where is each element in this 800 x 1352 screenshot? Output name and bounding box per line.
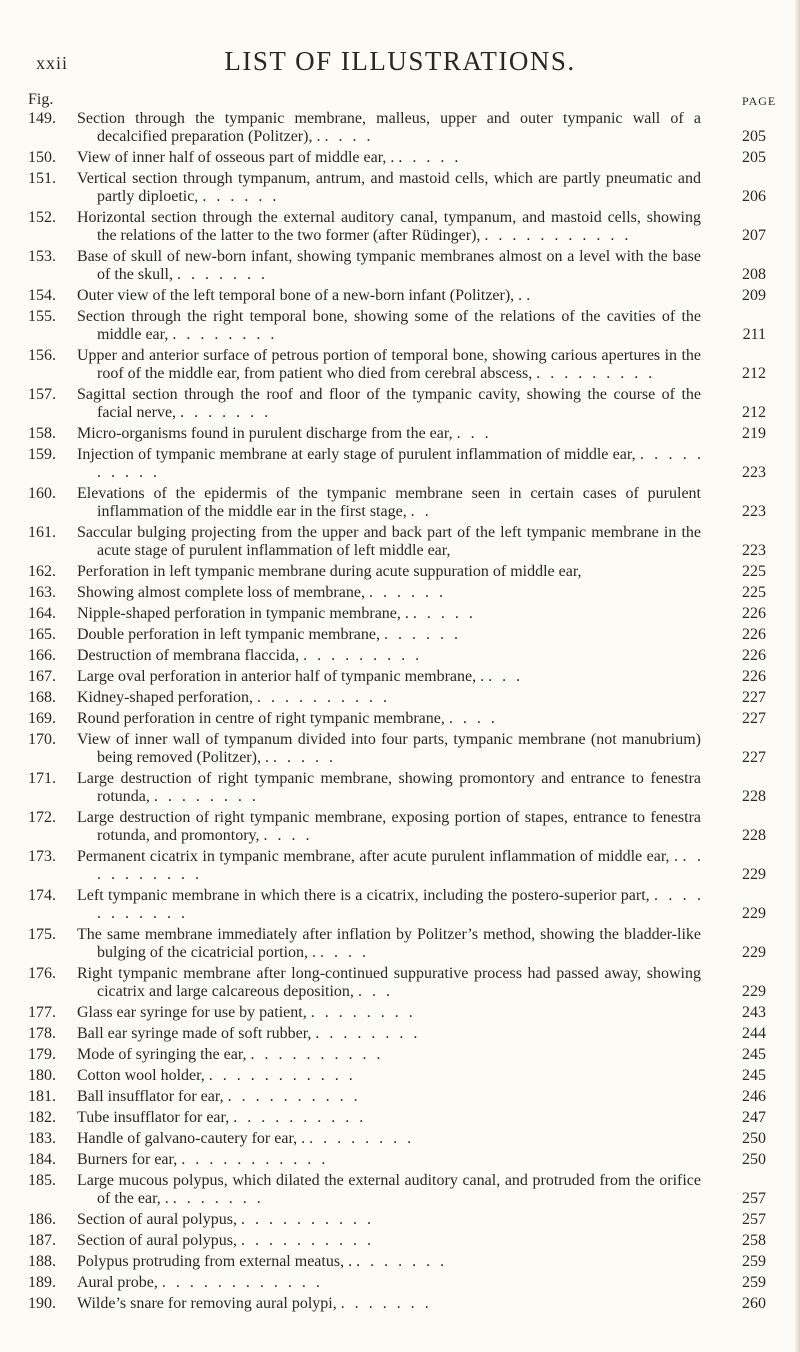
leader-dots: . bbox=[526, 287, 531, 304]
page-reference: 244 bbox=[742, 1025, 766, 1042]
leader-dots: . . . . . . . . . . . bbox=[208, 1067, 353, 1084]
list-item bbox=[0, 1253, 800, 1271]
page-reference: 225 bbox=[742, 584, 766, 601]
list-item bbox=[0, 1025, 800, 1043]
figure-number: 161. bbox=[28, 524, 56, 541]
figure-number: 176. bbox=[28, 965, 56, 982]
list-item bbox=[0, 848, 800, 884]
figure-caption: Large destruction of right tympanic membrane, showing promontory and entrance to fenestra rotunda, bbox=[77, 770, 701, 805]
figure-caption: Elevations of the epidermis of the tympanic membrane seen in certain cases of purulent inflammation of the middle ear in the first stage, bbox=[77, 485, 701, 520]
figure-number: 184. bbox=[28, 1151, 56, 1168]
page-reference: 257 bbox=[742, 1190, 766, 1207]
figure-caption: Double perforation in left tympanic membrane, bbox=[77, 626, 381, 643]
figure-caption: Showing almost complete loss of membrane, bbox=[77, 584, 365, 601]
page-reference: 209 bbox=[742, 287, 766, 304]
page-reference: 219 bbox=[742, 425, 766, 442]
list-item bbox=[0, 248, 800, 284]
list-item bbox=[0, 647, 800, 665]
figure-caption: Large oval perforation in anterior half of tympanic membrane, . bbox=[77, 668, 485, 685]
leader-dots: . . . . . bbox=[412, 605, 473, 622]
figure-caption: Right tympanic membrane after long-continued suppurative process had passed away, showing cicatrix and large calcareous deposition, bbox=[77, 965, 701, 1000]
figure-number: 186. bbox=[28, 1211, 56, 1228]
page-reference: 258 bbox=[742, 1232, 766, 1249]
leader-dots: . . . . . bbox=[398, 149, 459, 166]
leader-dots: . . . . . . . . . . . . bbox=[161, 1274, 320, 1291]
page-reference: 206 bbox=[742, 188, 766, 205]
figure-caption-block bbox=[77, 485, 701, 521]
page-reference: 259 bbox=[742, 1274, 766, 1291]
figure-caption: Cotton wool holder, bbox=[77, 1067, 205, 1084]
figure-caption: Burners for ear, bbox=[77, 1151, 178, 1168]
list-item bbox=[0, 1088, 800, 1106]
figure-caption-block bbox=[77, 209, 701, 245]
page-title: LIST OF ILLUSTRATIONS. bbox=[224, 46, 576, 76]
list-item bbox=[0, 1067, 800, 1085]
page-reference: 223 bbox=[742, 542, 766, 559]
list-item bbox=[0, 668, 800, 686]
leader-dots: . . bbox=[410, 503, 429, 520]
figure-caption-block bbox=[77, 248, 701, 284]
figure-caption-block bbox=[77, 731, 701, 767]
figure-caption-block bbox=[77, 668, 701, 686]
leader-dots: . . . . . . . . . . bbox=[240, 1232, 371, 1249]
list-item bbox=[0, 605, 800, 623]
figure-number: 154. bbox=[28, 287, 56, 304]
list-item bbox=[0, 770, 800, 806]
figure-caption-block bbox=[77, 524, 701, 560]
figure-caption: View of inner half of osseous part of middle ear, . bbox=[77, 149, 395, 166]
page-reference: 229 bbox=[742, 983, 766, 1000]
figure-caption: Kidney-shaped perforation, bbox=[77, 689, 253, 706]
list-item bbox=[0, 386, 800, 422]
figure-caption: Section through the right temporal bone, showing some of the relations of the cavities of the middle ear, bbox=[77, 308, 701, 343]
figure-caption-block bbox=[77, 347, 701, 383]
page-reference: 259 bbox=[742, 1253, 766, 1270]
page-reference: 250 bbox=[742, 1151, 766, 1168]
page-reference: 227 bbox=[742, 689, 766, 706]
figure-caption-block bbox=[77, 308, 701, 344]
list-item bbox=[0, 1046, 800, 1064]
figure-caption: Tube insufflator for ear, bbox=[77, 1109, 230, 1126]
leader-dots: . . . bbox=[357, 983, 390, 1000]
figure-number: 180. bbox=[28, 1067, 56, 1084]
figure-caption: Section through the tympanic membrane, malleus, upper and outer tympanic wall of a decalcified preparation (Politzer), . bbox=[77, 110, 701, 145]
figure-number: 151. bbox=[28, 170, 56, 187]
leader-dots: . . . . . . . . . . . bbox=[181, 1151, 326, 1168]
leader-dots: . . . . . . . bbox=[340, 1295, 429, 1312]
figure-caption-block bbox=[77, 386, 701, 422]
figure-caption: Base of skull of new-born infant, showing tympanic membranes almost on a level with the base of the skull, bbox=[77, 248, 701, 283]
page-reference: 223 bbox=[742, 503, 766, 520]
list-item bbox=[0, 446, 800, 482]
figure-caption: Handle of galvano-cautery for ear, . bbox=[77, 1130, 306, 1147]
figure-caption: Aural probe, bbox=[77, 1274, 158, 1291]
page-reference: 205 bbox=[742, 128, 766, 145]
figure-number: 170. bbox=[28, 731, 56, 748]
figure-caption: Ball insufflator for ear, bbox=[77, 1088, 224, 1105]
figure-number: 149. bbox=[28, 110, 56, 127]
list-item bbox=[0, 1172, 800, 1208]
figure-caption: Micro-organisms found in purulent discharge from the ear, bbox=[77, 425, 453, 442]
page-reference: 226 bbox=[742, 605, 766, 622]
figure-number: 172. bbox=[28, 809, 56, 826]
list-item bbox=[0, 287, 800, 305]
list-item bbox=[0, 1130, 800, 1148]
page-reference: 257 bbox=[742, 1211, 766, 1228]
leader-dots: . . . . . . . . bbox=[153, 788, 256, 805]
figure-caption-block bbox=[77, 965, 701, 1001]
page-reference: 208 bbox=[742, 266, 766, 283]
figure-number: 162. bbox=[28, 563, 56, 580]
leader-dots: . . . . . . . . . bbox=[303, 647, 420, 664]
figure-number: 164. bbox=[28, 605, 56, 622]
list-item bbox=[0, 1295, 800, 1313]
leader-dots: . . . . bbox=[448, 710, 495, 727]
page-reference: 245 bbox=[742, 1046, 766, 1063]
figure-caption-block bbox=[77, 770, 701, 806]
page-reference: 260 bbox=[742, 1295, 766, 1312]
figure-number: 160. bbox=[28, 485, 56, 502]
leader-dots: . . . . . . . bbox=[180, 404, 269, 421]
figure-caption-block bbox=[77, 584, 701, 602]
figure-caption-block bbox=[77, 809, 701, 845]
figure-caption-block bbox=[77, 1109, 701, 1127]
figure-caption: Section of aural polypus, bbox=[77, 1232, 237, 1249]
figure-caption: View of inner wall of tympanum divided into four parts, tympanic membrane (not manubrium) being removed (Politzer), . bbox=[77, 731, 701, 766]
figure-caption-block bbox=[77, 1004, 701, 1022]
figure-number: 159. bbox=[28, 446, 56, 463]
list-item bbox=[0, 347, 800, 383]
figure-number: 178. bbox=[28, 1025, 56, 1042]
leader-dots: . . . . . . . bbox=[172, 1190, 261, 1207]
figure-caption: Section of aural polypus, bbox=[77, 1211, 237, 1228]
figure-number: 156. bbox=[28, 347, 56, 364]
figure-caption-block bbox=[77, 1130, 701, 1148]
list-item bbox=[0, 110, 800, 146]
figure-caption: Left tympanic membrane in which there is a cicatrix, including the postero-superior part, bbox=[77, 887, 650, 904]
leader-dots: . . . . . . . . . . bbox=[240, 1211, 371, 1228]
figure-caption-block bbox=[77, 887, 701, 923]
leader-dots: . . . . bbox=[320, 944, 367, 961]
list-item bbox=[0, 809, 800, 845]
list-item bbox=[0, 710, 800, 728]
page-reference: 226 bbox=[742, 668, 766, 685]
figure-number: 175. bbox=[28, 926, 56, 943]
leader-dots: . . . . . . . bbox=[356, 1253, 445, 1270]
page-reference: 250 bbox=[742, 1130, 766, 1147]
page-reference: 211 bbox=[742, 326, 766, 343]
list-item bbox=[0, 563, 800, 581]
page-reference: 247 bbox=[742, 1109, 766, 1126]
figure-caption-block bbox=[77, 1295, 701, 1313]
page-number: xxii bbox=[36, 53, 69, 73]
list-item bbox=[0, 626, 800, 644]
figure-number: 153. bbox=[28, 248, 56, 265]
figure-caption: Outer view of the left temporal bone of a new-born infant (Politzer), . bbox=[77, 287, 523, 304]
figure-number: 179. bbox=[28, 1046, 56, 1063]
figure-caption-block bbox=[77, 647, 701, 665]
figure-number: 155. bbox=[28, 308, 56, 325]
figure-caption: Wilde’s snare for removing aural polypi, bbox=[77, 1295, 337, 1312]
list-item bbox=[0, 1274, 800, 1292]
list-item bbox=[0, 170, 800, 206]
leader-dots: . . . . . . . . . . bbox=[227, 1088, 358, 1105]
list-item bbox=[0, 425, 800, 443]
list-item bbox=[0, 965, 800, 1001]
figure-caption: Permanent cicatrix in tympanic membrane, after acute purulent inflammation of middle ear, . bbox=[77, 848, 679, 865]
figure-caption: Large destruction of right tympanic membrane, exposing portion of stapes, entrance to fenestra rotunda, and promontory, bbox=[77, 809, 701, 844]
page-reference: 228 bbox=[742, 788, 766, 805]
page-reference: 207 bbox=[742, 227, 766, 244]
figure-caption-block bbox=[77, 563, 701, 581]
figure-caption-block bbox=[77, 170, 701, 206]
list-item bbox=[0, 887, 800, 923]
page-reference: 229 bbox=[742, 944, 766, 961]
figure-caption: Nipple-shaped perforation in tympanic membrane, . bbox=[77, 605, 409, 622]
figure-number: 190. bbox=[28, 1295, 56, 1312]
figure-caption-block bbox=[77, 689, 701, 707]
page-reference: 228 bbox=[742, 827, 766, 844]
figure-caption: Large mucous polypus, which dilated the external auditory canal, and protruded from the orifice of the ear, . bbox=[77, 1172, 701, 1207]
list-item bbox=[0, 524, 800, 560]
page-reference: 212 bbox=[742, 404, 766, 421]
page-reference: 226 bbox=[742, 647, 766, 664]
figure-number: 188. bbox=[28, 1253, 56, 1270]
figure-caption-block bbox=[77, 446, 701, 482]
page-header bbox=[0, 46, 800, 80]
leader-dots: . . . . . . . bbox=[177, 266, 265, 283]
figure-number: 158. bbox=[28, 425, 56, 442]
figure-number: 187. bbox=[28, 1232, 56, 1249]
figure-caption: Vertical section through tympanum, antrum, and mastoid cells, which are partly pneumatic and partly diploetic, bbox=[77, 170, 701, 205]
leader-dots: . . . . bbox=[324, 128, 371, 145]
list-item bbox=[0, 1109, 800, 1127]
figure-number: 177. bbox=[28, 1004, 56, 1021]
figure-caption-block bbox=[77, 626, 701, 644]
leader-dots: . . . . . . bbox=[384, 626, 459, 643]
figure-caption-block bbox=[77, 1232, 701, 1250]
figure-number: 167. bbox=[28, 668, 56, 685]
list-item bbox=[0, 731, 800, 767]
page-edge-shadow bbox=[794, 0, 800, 1352]
figure-caption: Injection of tympanic membrane at early stage of purulent inflammation of middle ear, bbox=[77, 446, 636, 463]
page-reference: 229 bbox=[742, 905, 766, 922]
figure-caption-block bbox=[77, 1046, 701, 1064]
figure-number: 189. bbox=[28, 1274, 56, 1291]
list-item bbox=[0, 926, 800, 962]
figure-number: 157. bbox=[28, 386, 56, 403]
figure-caption-block bbox=[77, 287, 701, 305]
page-reference: 226 bbox=[742, 626, 766, 643]
page-reference: 246 bbox=[742, 1088, 766, 1105]
figure-caption: Destruction of membrana flaccida, bbox=[77, 647, 300, 664]
list-item bbox=[0, 209, 800, 245]
figure-caption-block bbox=[77, 926, 701, 962]
list-item bbox=[0, 1232, 800, 1250]
leader-dots: . . . . . . . . bbox=[310, 1004, 413, 1021]
list-item bbox=[0, 1151, 800, 1169]
figure-caption-block bbox=[77, 1151, 701, 1169]
figure-caption: Glass ear syringe for use by patient, bbox=[77, 1004, 307, 1021]
leader-dots: . . . . . . . . . . bbox=[250, 1046, 381, 1063]
figure-number: 174. bbox=[28, 887, 56, 904]
figure-number: 152. bbox=[28, 209, 56, 226]
list-item bbox=[0, 689, 800, 707]
page-reference: 212 bbox=[742, 365, 766, 382]
leader-dots: . . . . . . . . bbox=[172, 326, 275, 343]
figure-number: 166. bbox=[28, 647, 56, 664]
leader-dots: . . . bbox=[488, 668, 521, 685]
figure-caption: Mode of syringing the ear, bbox=[77, 1046, 247, 1063]
figure-caption: Round perforation in centre of right tympanic membrane, bbox=[77, 710, 445, 727]
list-item bbox=[0, 1211, 800, 1229]
figure-caption-block bbox=[77, 1172, 701, 1208]
figure-caption-block bbox=[77, 1088, 701, 1106]
list-item bbox=[0, 308, 800, 344]
figure-caption: Saccular bulging projecting from the upper and back part of the left tympanic membrane in the acute stage of purulent inflammation of left middle ear, bbox=[77, 524, 701, 559]
figure-caption: Upper and anterior surface of petrous portion of temporal bone, showing carious apertures in the roof of the middle ear, from patient who died from cerebral abscess, bbox=[77, 347, 701, 382]
leader-dots: . . . . . . bbox=[202, 188, 277, 205]
page-reference: 225 bbox=[742, 563, 766, 580]
figure-number: 163. bbox=[28, 584, 56, 601]
leader-dots: . . . . . . bbox=[368, 584, 443, 601]
figure-caption-block bbox=[77, 848, 701, 884]
figure-caption: Sagittal section through the roof and floor of the tympanic cavity, showing the course of the facial nerve, bbox=[77, 386, 701, 421]
figure-caption-block bbox=[77, 605, 701, 623]
illustrations-list bbox=[0, 110, 800, 1316]
list-item bbox=[0, 485, 800, 521]
page-reference: 223 bbox=[742, 464, 766, 481]
figure-number: 181. bbox=[28, 1088, 56, 1105]
figure-number: 168. bbox=[28, 689, 56, 706]
page-reference: 229 bbox=[742, 866, 766, 883]
leader-dots: . . . . . bbox=[272, 749, 333, 766]
figure-number: 171. bbox=[28, 770, 56, 787]
figure-caption-block bbox=[77, 1253, 701, 1271]
leader-dots: . . . . . . . . . . bbox=[97, 446, 702, 481]
figure-caption-block bbox=[77, 1274, 701, 1292]
list-item bbox=[0, 584, 800, 602]
figure-number: 165. bbox=[28, 626, 56, 643]
figure-caption-block bbox=[77, 1025, 701, 1043]
list-item bbox=[0, 1004, 800, 1022]
leader-dots: . . . bbox=[456, 425, 489, 442]
figure-caption: Polypus protruding from external meatus, . bbox=[77, 1253, 353, 1270]
list-item bbox=[0, 149, 800, 167]
figure-caption-block bbox=[77, 425, 701, 443]
page-reference: 227 bbox=[742, 749, 766, 766]
figure-caption-block bbox=[77, 110, 701, 146]
figure-caption: Ball ear syringe made of soft rubber, bbox=[77, 1025, 312, 1042]
figure-caption-block bbox=[77, 1211, 701, 1229]
leader-dots: . . . . bbox=[263, 827, 310, 844]
page-reference: 205 bbox=[742, 149, 766, 166]
leader-dots: . . . . . . . . . . bbox=[256, 689, 387, 706]
leader-dots: . . . . . . . . . . . bbox=[484, 227, 629, 244]
figure-caption-block bbox=[77, 710, 701, 728]
page-column-label: PAGE bbox=[742, 94, 777, 108]
leader-dots: . . . . . . . . bbox=[309, 1130, 412, 1147]
figure-caption: The same membrane immediately after inflation by Politzer’s method, showing the bladder-like bulging of the cicatricial portion, . bbox=[77, 926, 701, 961]
figure-caption: Perforation in left tympanic membrane during acute suppuration of middle ear, bbox=[77, 563, 582, 580]
figure-caption-block bbox=[77, 149, 701, 167]
figure-caption-block bbox=[77, 1067, 701, 1085]
page-reference: 243 bbox=[742, 1004, 766, 1021]
figure-caption: Horizontal section through the external auditory canal, tympanum, and mastoid cells, showing the relations of the latter to the two former (after Rüdinger), bbox=[77, 209, 701, 244]
leader-dots: . . . . . . . . . bbox=[536, 365, 653, 382]
figure-number: 182. bbox=[28, 1109, 56, 1126]
page-reference: 227 bbox=[742, 710, 766, 727]
figure-number: 169. bbox=[28, 710, 56, 727]
figure-number: 185. bbox=[28, 1172, 56, 1189]
figure-number: 183. bbox=[28, 1130, 56, 1147]
figure-number: 173. bbox=[28, 848, 56, 865]
fig-column-label: Fig. bbox=[28, 91, 54, 108]
leader-dots: . . . . . . . . bbox=[315, 1025, 418, 1042]
leader-dots: . . . . . . . . . . bbox=[97, 848, 702, 883]
page-reference: 245 bbox=[742, 1067, 766, 1084]
leader-dots: . . . . . . . . . . bbox=[233, 1109, 364, 1126]
leader-dots: . . . . . . . . . . . bbox=[97, 887, 702, 922]
figure-number: 150. bbox=[28, 149, 56, 166]
